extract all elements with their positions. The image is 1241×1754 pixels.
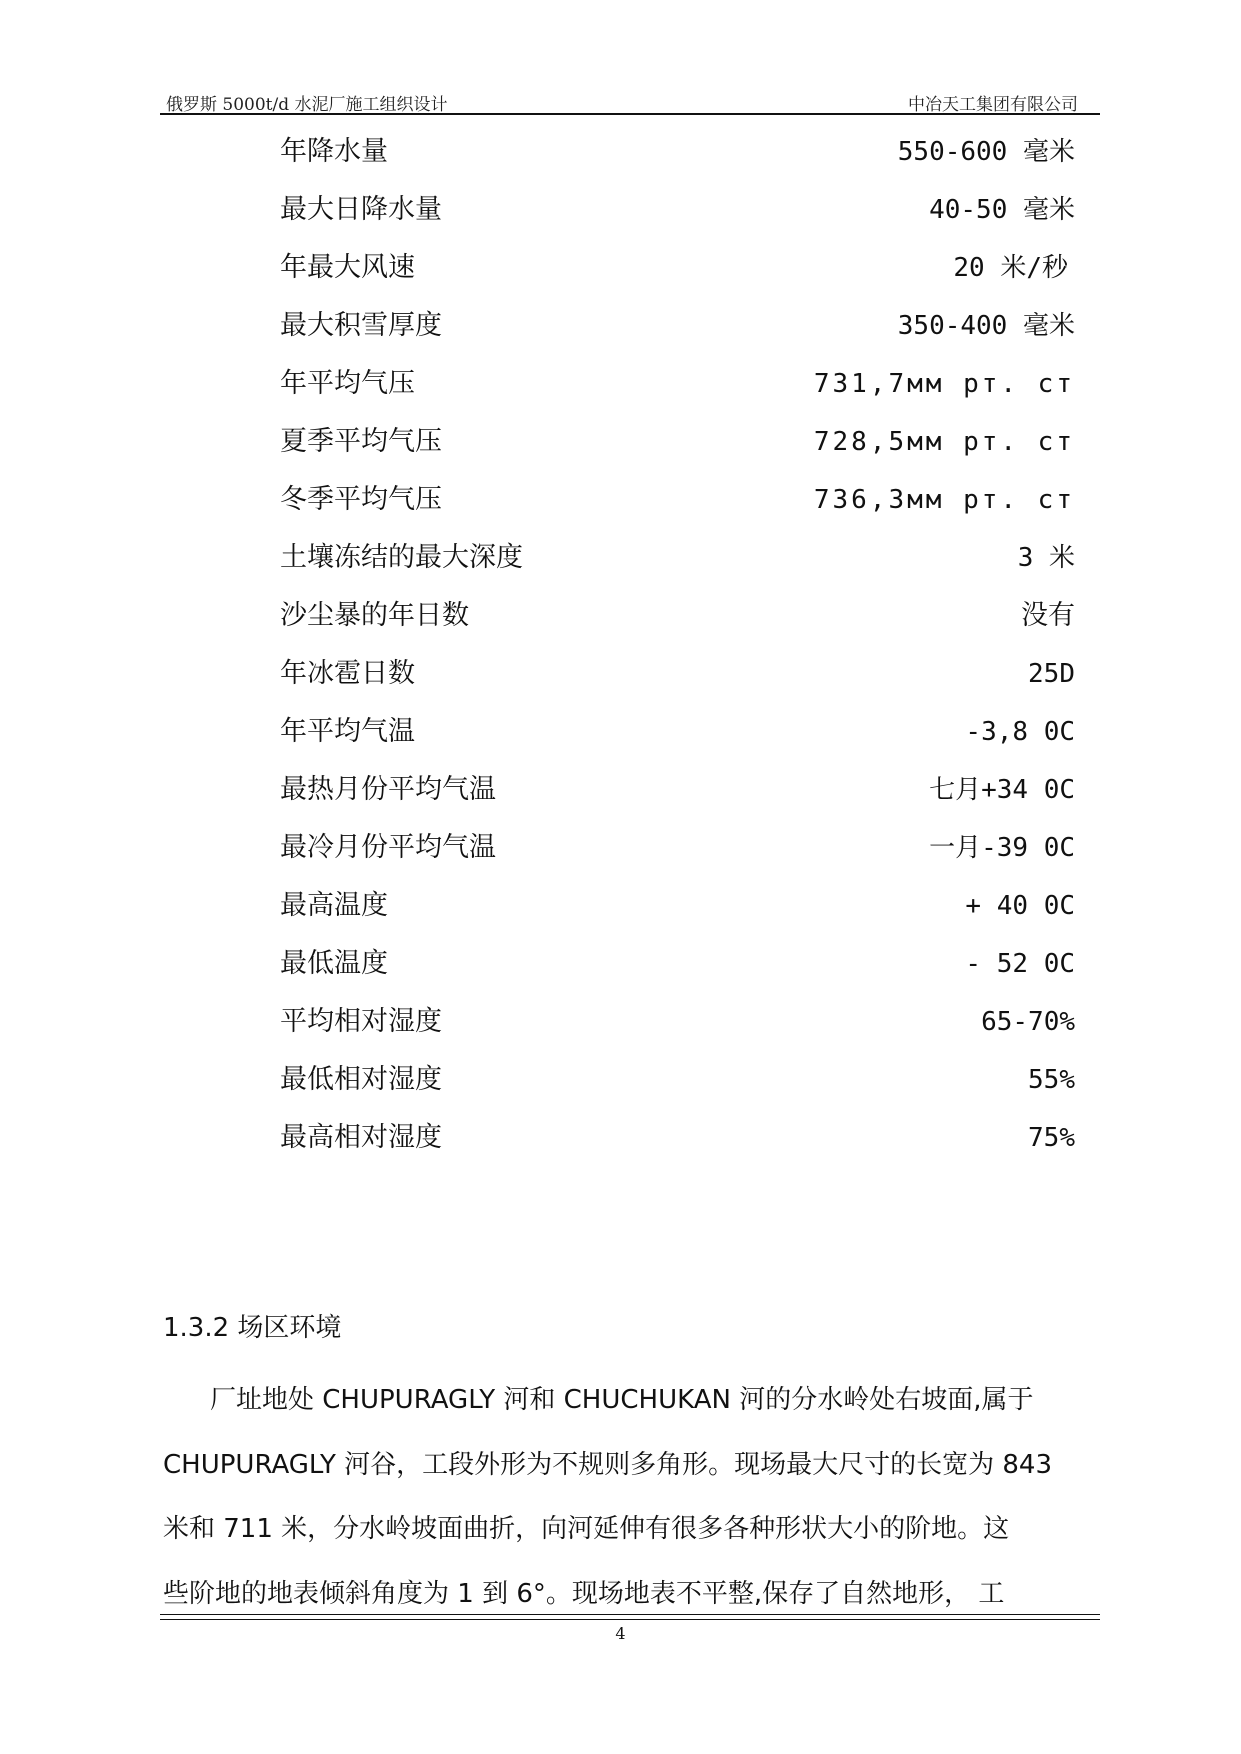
climate-value: 550-600 毫米: [897, 137, 1075, 167]
climate-row: [280, 654, 1080, 694]
climate-label: 冬季平均气压: [280, 484, 442, 515]
paragraph-line: 米和 711 米，分水岭坡面曲折，向河延伸有很多各种形状大小的阶地。这: [163, 1514, 1010, 1544]
climate-label: 最热月份平均气温: [280, 774, 496, 805]
climate-row: [280, 886, 1080, 926]
climate-row: [280, 422, 1080, 462]
climate-value: 728,5мм рт. ст: [813, 427, 1075, 457]
climate-row: [280, 1060, 1080, 1100]
paragraph-line: 些阶地的地表倾斜角度为 1 到 6°。现场地表不平整,保存了自然地形， 工: [163, 1578, 1005, 1609]
climate-label: 年平均气温: [280, 716, 415, 747]
climate-value: 55%: [1028, 1065, 1075, 1095]
climate-label: 最大积雪厚度: [280, 310, 442, 341]
header-divider: [160, 113, 1100, 115]
header-company-name: 中冶天工集团有限公司: [908, 95, 1078, 115]
page-header: [160, 84, 1100, 114]
climate-value: 3 米: [1017, 543, 1075, 573]
climate-label: 沙尘暴的年日数: [280, 600, 469, 631]
footer-divider: [160, 1614, 1100, 1615]
climate-row: [280, 944, 1080, 984]
climate-row: [280, 828, 1080, 868]
climate-value: 一月-39 0C: [929, 833, 1075, 863]
climate-label: 平均相对湿度: [280, 1006, 442, 1037]
climate-label: 年冰雹日数: [280, 658, 415, 689]
climate-row: [280, 306, 1080, 346]
climate-value: 736,3мм рт. ст: [813, 485, 1075, 515]
climate-label: 年最大风速: [280, 252, 415, 283]
climate-row: [280, 712, 1080, 752]
climate-value: 350-400 毫米: [897, 311, 1075, 341]
climate-row: [280, 1002, 1080, 1042]
climate-value: 25D: [1028, 659, 1075, 689]
climate-row: [280, 480, 1080, 520]
climate-label: 最高相对湿度: [280, 1122, 442, 1153]
climate-label: 年平均气压: [280, 368, 415, 399]
footer-divider: [160, 1619, 1100, 1620]
climate-label: 最冷月份平均气温: [280, 832, 496, 863]
climate-value: 20 米/秒: [953, 253, 1068, 283]
climate-value: 40-50 毫米: [929, 195, 1075, 225]
climate-value: 75%: [1028, 1123, 1075, 1153]
climate-label: 夏季平均气压: [280, 426, 442, 457]
climate-value: 没有: [1021, 600, 1075, 631]
header-document-title: 俄罗斯 5000t/d 水泥厂施工组织设计: [166, 95, 448, 115]
climate-row: [280, 190, 1080, 230]
climate-row: [280, 132, 1080, 172]
climate-label: 最低温度: [280, 948, 388, 979]
climate-label: 最高温度: [280, 890, 388, 921]
climate-row: [280, 248, 1080, 288]
climate-label: 年降水量: [280, 136, 388, 167]
climate-row: [280, 364, 1080, 404]
section-heading: 1.3.2 场区环境: [163, 1313, 342, 1343]
climate-value: + 40 0C: [965, 891, 1075, 921]
climate-value: 七月+34 0C: [929, 775, 1075, 805]
climate-value: 731,7мм рт. ст: [813, 369, 1075, 399]
climate-label: 最低相对湿度: [280, 1064, 442, 1095]
paragraph-line: 厂址地处 CHUPURAGLY 河和 CHUCHUKAN 河的分水岭处右坡面,属于: [210, 1385, 1034, 1415]
climate-row: [280, 596, 1080, 636]
climate-value: 65-70%: [981, 1007, 1075, 1037]
paragraph-line: CHUPURAGLY 河谷，工段外形为不规则多角形。现场最大尺寸的长宽为 843: [163, 1449, 1053, 1480]
climate-label: 土壤冻结的最大深度: [280, 542, 523, 573]
climate-row: [280, 538, 1080, 578]
body-paragraph: [163, 1368, 1098, 1626]
climate-value: - 52 0C: [965, 949, 1075, 979]
climate-value: -3,8 0C: [965, 717, 1075, 747]
climate-row: [280, 770, 1080, 810]
page-number: 4: [615, 1624, 626, 1643]
climate-row: [280, 1118, 1080, 1158]
climate-label: 最大日降水量: [280, 194, 442, 225]
